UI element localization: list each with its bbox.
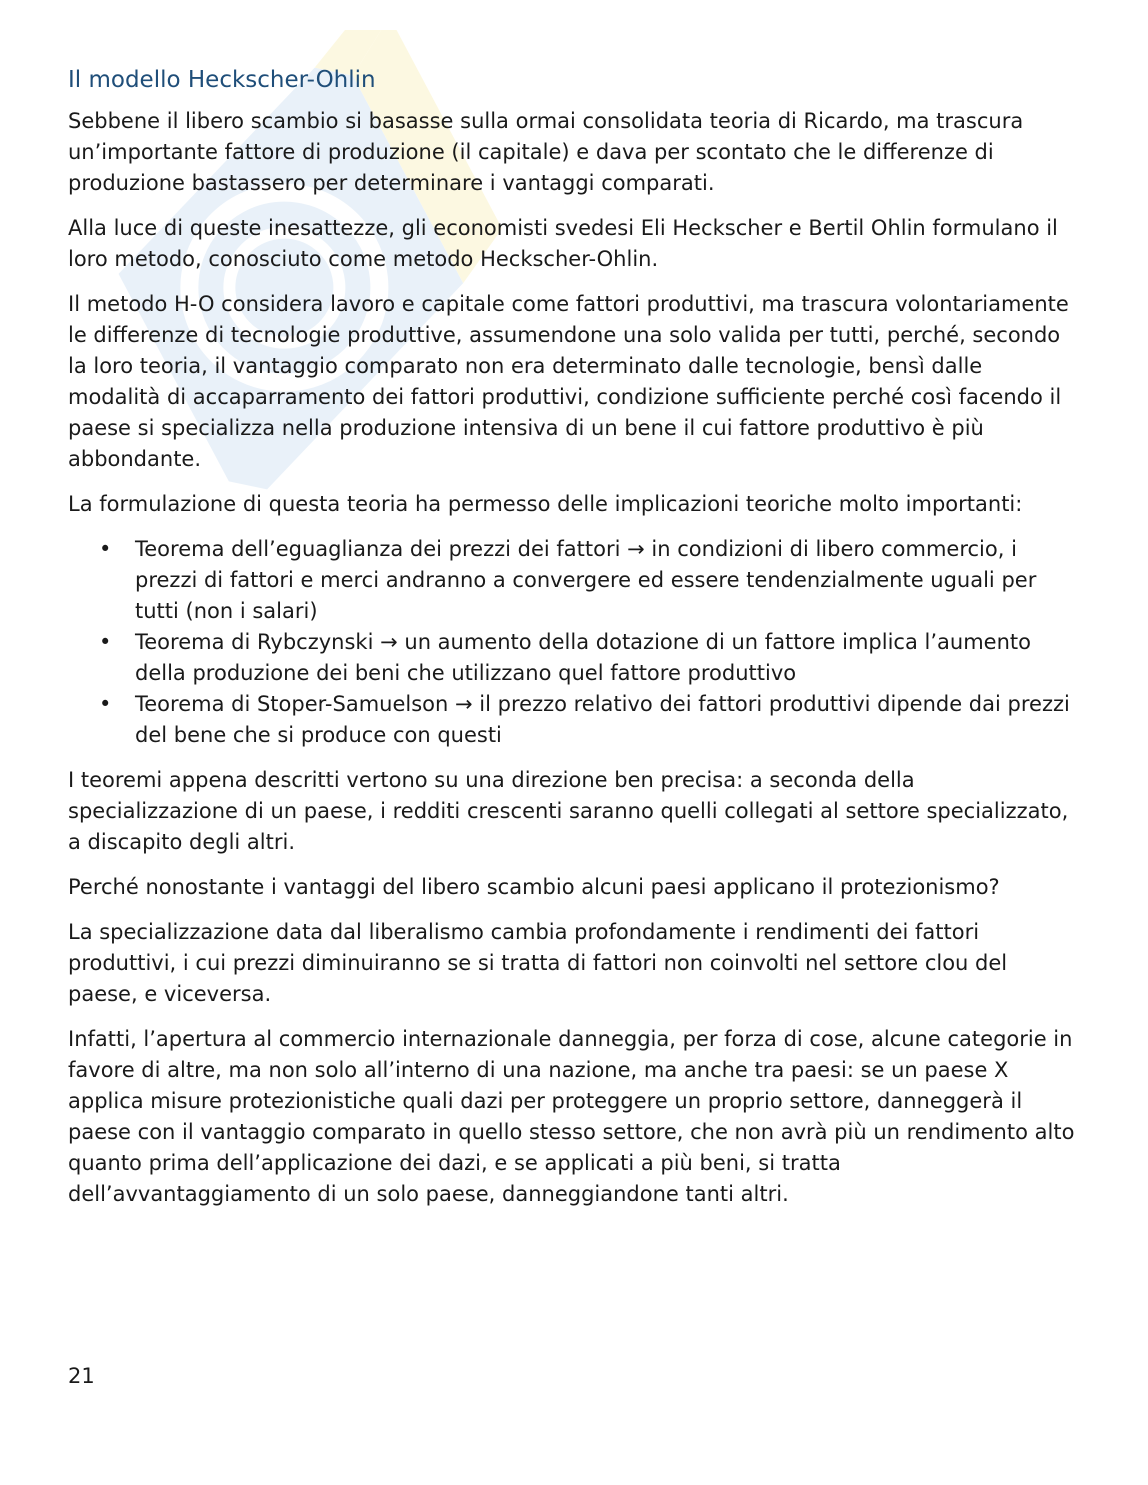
paragraph: Alla luce di queste inesattezze, gli economisti svedesi Eli Heckscher e Bertil Ohlin formulano il loro metodo, conosciuto come metodo Heckscher-Ohlin. (68, 216, 1058, 271)
right-arrow-icon: → (627, 537, 645, 561)
bullet-dot-icon: • (99, 630, 112, 654)
list-item (68, 627, 1078, 689)
theorem-description: in condizioni di libero commercio, i prezzi di fattori e merci andranno a convergere ed essere tendenzialmente uguali per tutti (non i salari) (135, 537, 1037, 623)
theorem-term: Teorema di Rybczynski (135, 630, 374, 654)
page-number: 21 (68, 1364, 95, 1388)
paragraph: Il metodo H-O considera lavoro e capitale come fattori produttivi, ma trascura volontariamente le differenze di tecnologie produttive, assumendone una solo valida per tutti, perché, secondo la loro teoria, il vantaggio comparato non era determinato dalle tecnologie, bensì dalle modalità di accaparramento dei fattori produttivi, condizione sufficiente perché così facendo il paese si specializza nella produzione intensiva di un bene il cui fattore produttivo è più abbondante. (68, 292, 1069, 471)
bullet-dot-icon: • (99, 692, 112, 716)
document-page (68, 64, 1078, 1224)
theorems-list (68, 534, 1078, 751)
paragraph: I teoremi appena descritti vertono su una direzione ben precisa: a seconda della specializzazione di un paese, i redditi crescenti saranno quelli collegati al settore specializzato, a discapito degli altri. (68, 768, 1069, 854)
paragraph: La specializzazione data dal liberalismo cambia profondamente i rendimenti dei fattori produttivi, i cui prezzi diminuiranno se si tratta di fattori non coinvolti nel settore clou del paese, e viceversa. (68, 920, 1008, 1006)
right-arrow-icon: → (380, 630, 398, 654)
theorem-term: Teorema dell’eguaglianza dei prezzi dei fattori (135, 537, 621, 561)
right-arrow-icon: → (455, 692, 473, 716)
paragraph: Perché nonostante i vantaggi del libero scambio alcuni paesi applicano il protezionismo? (68, 875, 1000, 899)
theorem-description: un aumento della dotazione di un fattore implica l’aumento della produzione dei beni che utilizzano quel fattore produttivo (135, 630, 1031, 685)
paragraph: La formulazione di questa teoria ha permesso delle implicazioni teoriche molto importanti: (68, 492, 1023, 516)
bullet-dot-icon: • (99, 537, 112, 561)
theorem-description: il prezzo relativo dei fattori produttivi dipende dai prezzi del bene che si produce con questi (135, 692, 1070, 747)
list-item (68, 534, 1078, 627)
section-title: Il modello Heckscher-Ohlin (68, 67, 376, 93)
paragraph: Infatti, l’apertura al commercio internazionale danneggia, per forza di cose, alcune categorie in favore di altre, ma non solo all’interno di una nazione, ma anche tra paesi: se un paese X applica misure protezionistiche quali dazi per proteggere un proprio settore, danneggerà il paese con il vantaggio comparato in quello stesso settore, che non avrà più un rendimento alto quanto prima dell’applicazione dei dazi, e se applicati a più beni, si tratta dell’avvantaggiamento di un solo paese, danneggiandone tanti altri. (68, 1027, 1075, 1206)
list-item (68, 689, 1078, 751)
paragraph: Sebbene il libero scambio si basasse sulla ormai consolidata teoria di Ricardo, ma trascura un’importante fattore di produzione (il capitale) e dava per scontato che le differenze di produzione bastassero per determinare i vantaggi comparati. (68, 109, 1024, 195)
theorem-term: Teorema di Stoper-Samuelson (135, 692, 449, 716)
